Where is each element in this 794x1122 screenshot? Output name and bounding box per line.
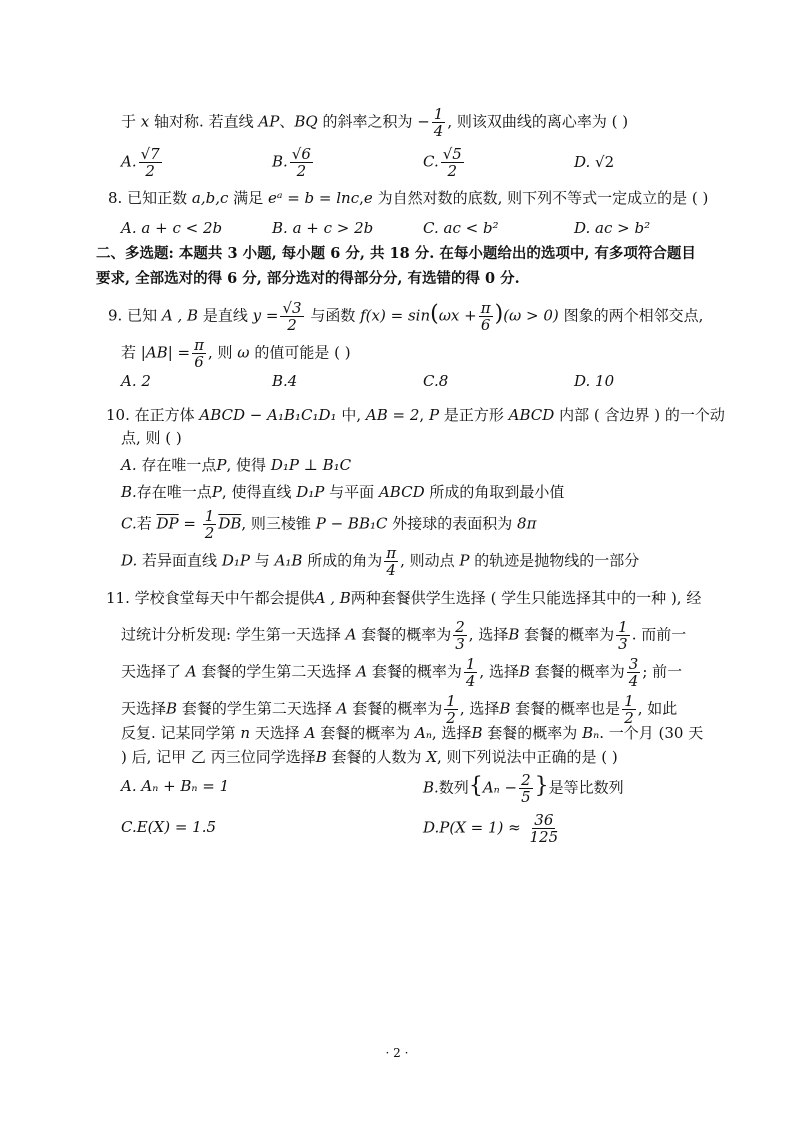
q9-option-a: A. 2 [121,372,151,390]
q8-option-c: C. ac < b² [423,219,499,237]
q7-stem: 于 x 轴对称. 若直线 AP、BQ 的斜率之积为 − $\frac{1}{4}$ , 则该双曲线的离心率为 ( ) [121,105,629,140]
q11-stem-6: ) 后, 记甲 乙 丙三位同学选择B 套餐的人数为 X, 则下列说法中正确的是 ( ) [121,748,618,766]
q9-stem: 9. 已知 A , B 是直线 y = $\frac{√3}{2}$ 与函数 f(x) = sin(ωx + $\frac{\pi}{6}$ )(ω > 0) 图象的两个相邻交点, [108,299,704,334]
q10-stem-cont: 点, 则 ( ) [121,429,182,447]
section-heading-cont: 要求, 全部选对的得 6 分, 部分选对的得部分分, 有选错的得 0 分. [96,270,520,287]
q9-option-b: B.4 [272,372,298,390]
q11-stem-2: 过统计分析发现: 学生第一天选择 A 套餐的概率为 $\frac{2}{3}$ , 选择B 套餐的概率为 $\frac{1}{3}$ . 而前一 [121,618,687,653]
q11-stem-3: 天选择了 A 套餐的学生第二天选择 A 套餐的概率为 $\frac{1}{4}$ , 选择B 套餐的概率为 $\frac{3}{4}$ ; 前一 [121,655,683,690]
q11-stem-5: 反复. 记某同学第 n 天选择 A 套餐的概率为 Aₙ, 选择B 套餐的概率为 Bₙ. 一个月 (30 天 [121,724,704,742]
q11-option-a: A. Aₙ + Bₙ = 1 [121,777,230,795]
q10-stem: 10. 在正方体 ABCD − A₁B₁C₁D₁ 中, AB = 2, P 是正方形 ABCD 内部 ( 含边界 ) 的一个动 [106,406,725,424]
q11-option-c: C.E(X) = 1.5 [121,818,217,836]
q10-option-b: B.存在唯一点P, 使得直线 D₁P 与平面 ABCD 所成的角取到最小值 [121,483,565,501]
q10-option-d: D. 若异面直线 D₁P 与 A₁B 所成的角为 $\frac{\pi}{4}$ , 则动点 P 的轨迹是抛物线的一部分 [121,544,640,579]
q11-stem: 11. 学校食堂每天中午都会提供A , B两种套餐供学生选择 ( 学生只能选择其中的一种 ), 经 [106,589,702,607]
q8-option-a: A. a + c < 2b [121,219,223,237]
q11-option-b: B.数列{Aₙ − $\frac{2}{5}$ }是等比数列 [423,771,624,806]
q8-option-d: D. ac > b² [574,219,651,237]
q10-option-a: A. 存在唯一点P, 使得 D₁P ⊥ B₁C [121,456,352,474]
q8-option-b: B. a + c > 2b [272,219,374,237]
q9-stem-cont: 若 |AB| = $\frac{\pi}{6}$ , 则 ω 的值可能是 ( ) [121,336,351,371]
q9-option-d: D. 10 [574,372,615,390]
q11-option-d: D.P(X = 1) ≈ $\frac{36}{125}$ [423,811,559,846]
q8-stem: 8. 已知正数 a,b,c 满足 eᵃ = b = lnc,e 为自然对数的底数, 则下列不等式一定成立的是 ( ) [108,189,709,207]
section-heading: 二、多选题: 本题共 3 小题, 每小题 6 分, 共 18 分. 在每小题给出的选项中, 有多项符合题目 [96,245,696,262]
q10-option-c: C.若 $\overline{DP}$ = $\frac{1}{2}$ $\overline{DB}$, 则三棱锥 P − BB₁C 外接球的表面积为 8π [121,507,537,542]
q7-option-b: B. $\frac{√6}{2}$ [272,145,311,180]
q11-stem-4: 天选择B 套餐的学生第二天选择 A 套餐的概率为 $\frac{1}{2}$ , 选择B 套餐的概率也是 $\frac{1}{2}$ , 如此 [121,692,678,727]
q7-option-c: C. $\frac{√5}{2}$ [423,145,462,180]
page-number: · 2 · [385,1046,409,1060]
fraction: $\frac{1}{4}$ [433,105,444,140]
q7-option-a: A. $\frac{√7}{2}$ [121,145,160,180]
q9-option-c: C.8 [423,372,449,390]
q7-option-d: D. √2 [574,153,615,171]
